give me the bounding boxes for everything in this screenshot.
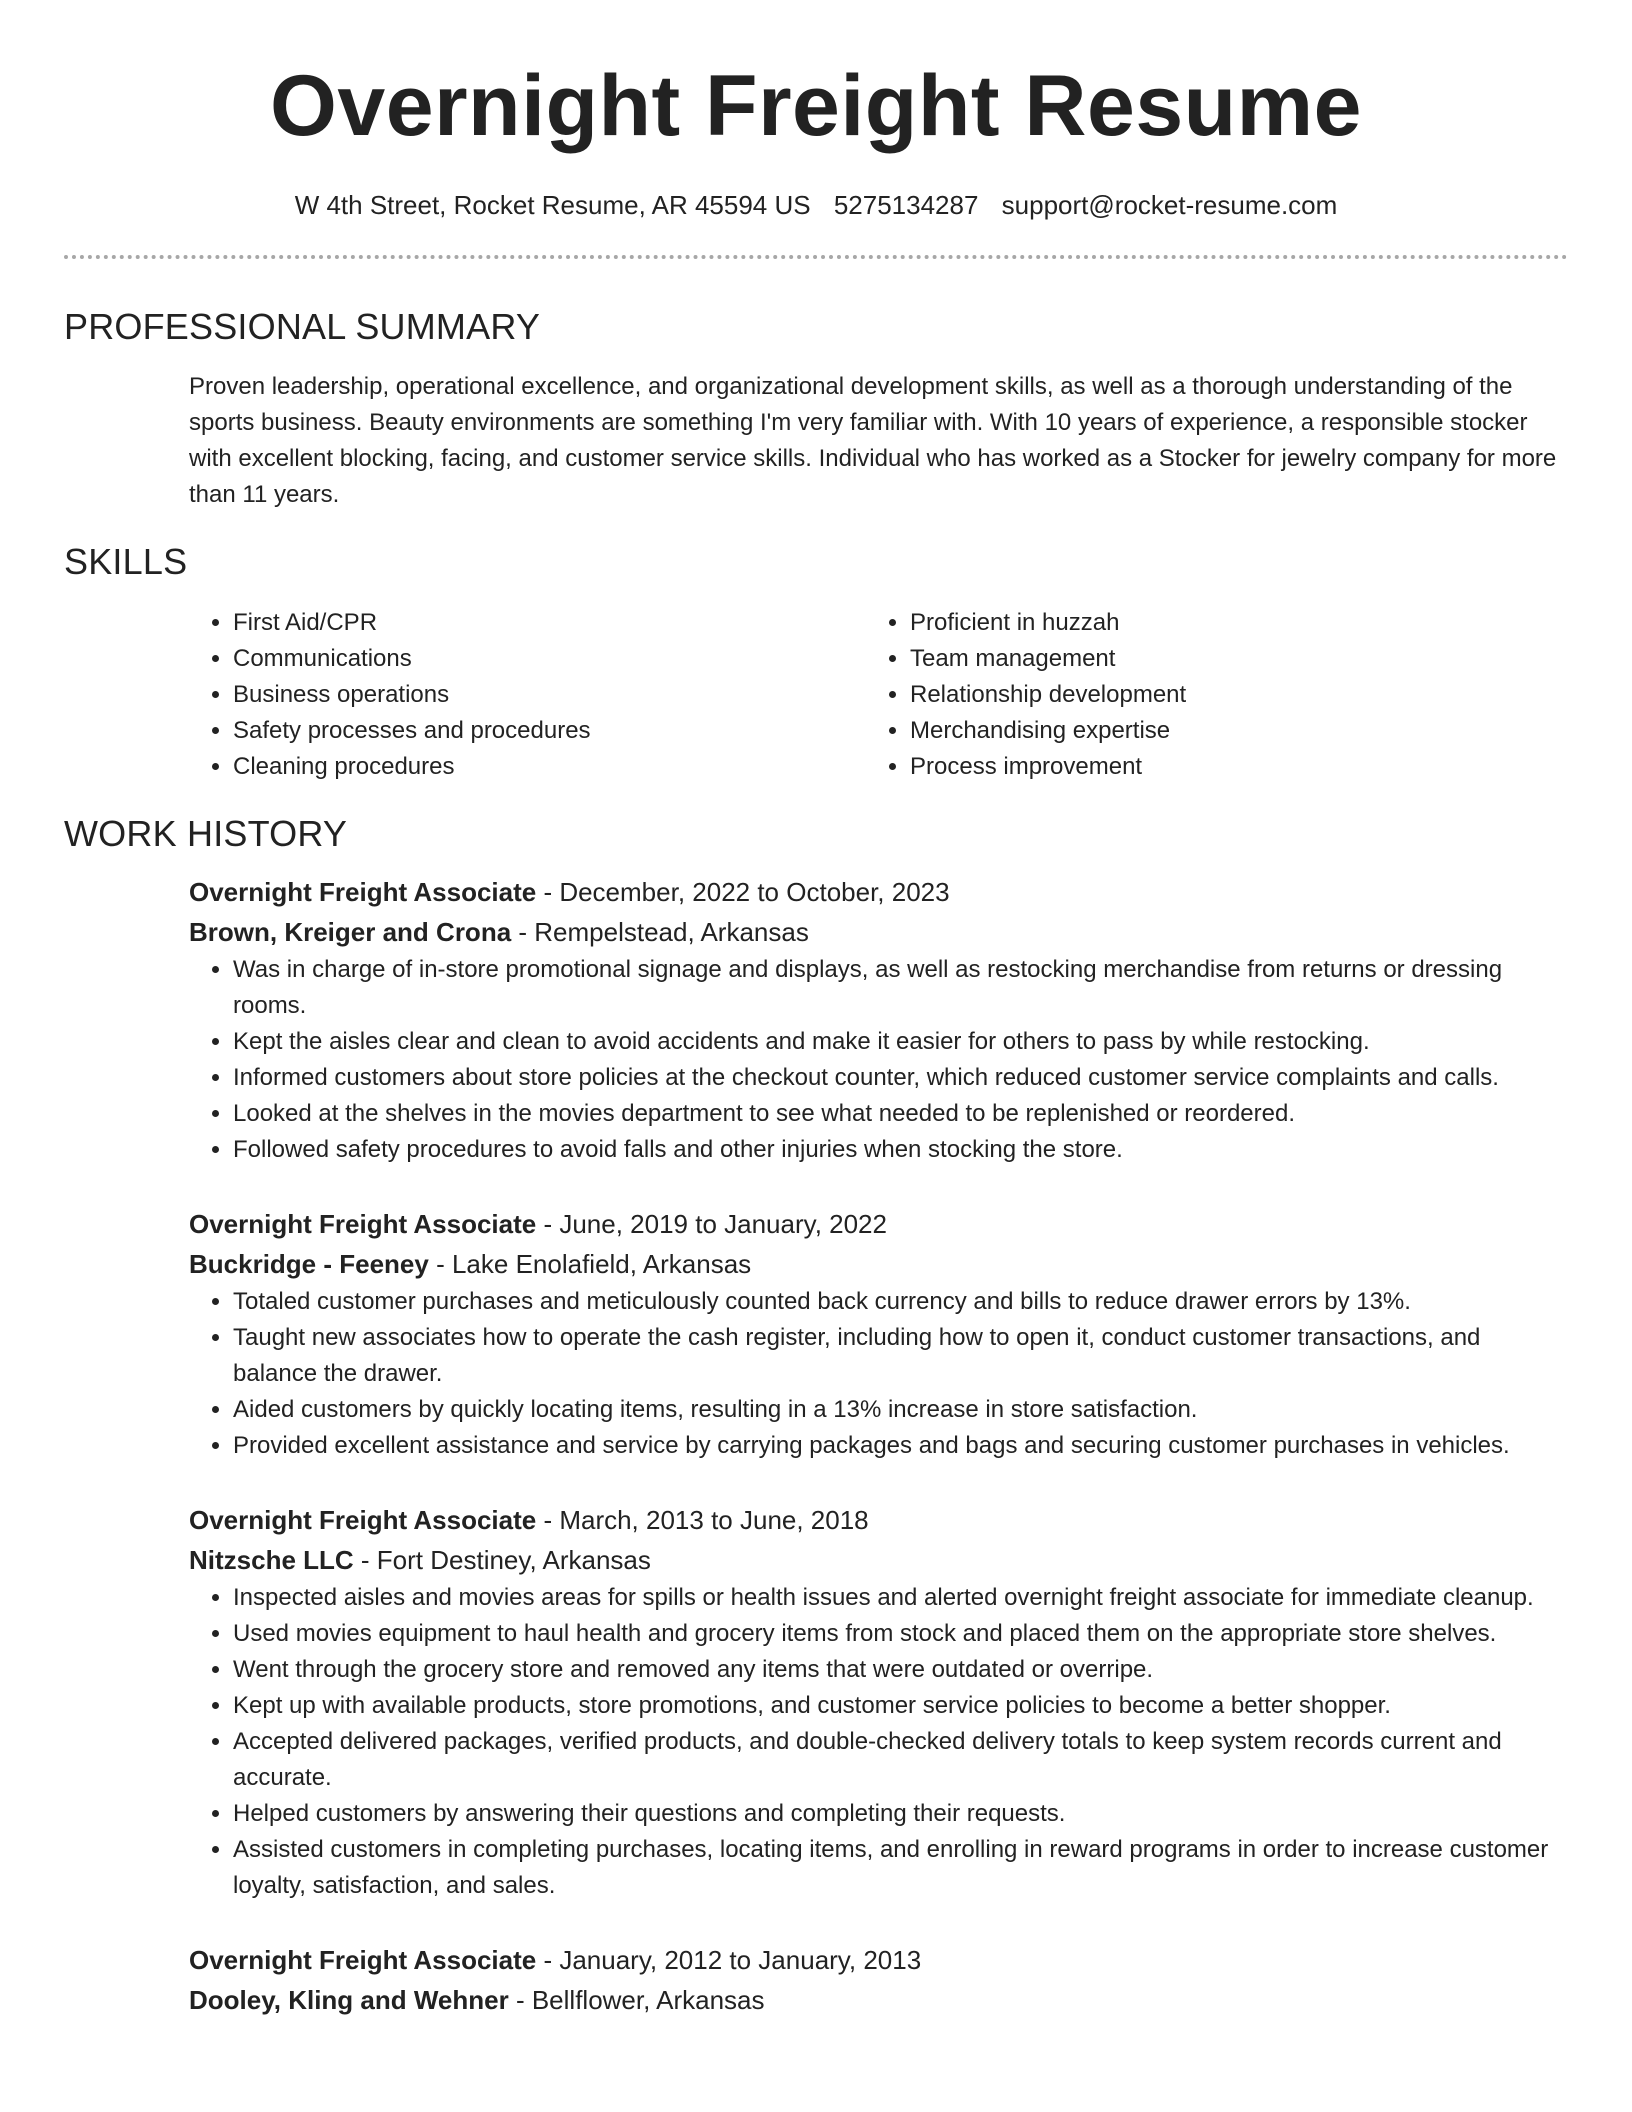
job-bullet: • Kept up with available products, store promotions, and customer service policies to become a better shopper. <box>233 1688 1568 1724</box>
job-entry <box>189 1500 1568 1904</box>
job-bullet: • Informed customers about store policies at the checkout counter, which reduced customer service complaints and calls. <box>233 1060 1568 1096</box>
job-company: Nitzsche LLC <box>189 1545 354 1575</box>
job-bullet: • Inspected aisles and movies areas for spills or health issues and alerted overnight freight associate for immediate cleanup. <box>233 1580 1568 1616</box>
job-bullet: • Kept the aisles clear and clean to avoid accidents and make it easier for others to pass by while restocking. <box>233 1024 1568 1060</box>
job-role: Overnight Freight Associate <box>189 1505 537 1535</box>
resume-header <box>0 0 1632 222</box>
job-bullet: • Totaled customer purchases and meticulously counted back currency and bills to reduce drawer errors by 13%. <box>233 1284 1568 1320</box>
job-company-line <box>189 912 1568 952</box>
skill-item: • Team management <box>910 641 1543 677</box>
job-bullet: • Provided excellent assistance and service by carrying packages and bags and securing customer purchases in vehicles. <box>233 1428 1568 1464</box>
skills-grid <box>189 605 1568 785</box>
summary-section <box>64 305 1568 513</box>
skill-item: • Business operations <box>233 677 866 713</box>
job-title-line <box>189 1204 1568 1244</box>
job-dates: - January, 2012 to January, 2013 <box>536 1945 922 1975</box>
job-title-line <box>189 1940 1568 1980</box>
skill-item: • First Aid/CPR <box>233 605 866 641</box>
job-bullets <box>189 1580 1568 1904</box>
skills-column-right <box>866 605 1543 785</box>
skills-heading: SKILLS <box>64 541 188 582</box>
job-bullet: • Looked at the shelves in the movies department to see what needed to be replenished or reordered. <box>233 1096 1568 1132</box>
job-bullet: • Went through the grocery store and removed any items that were outdated or overripe. <box>233 1652 1568 1688</box>
resume-title: Overnight Freight Resume <box>270 58 1362 154</box>
work-history-section <box>64 812 1568 2020</box>
contact-address: W 4th Street, Rocket Resume, AR 45594 US <box>294 190 811 220</box>
skill-item: • Relationship development <box>910 677 1543 713</box>
job-bullet: • Aided customers by quickly locating items, resulting in a 13% increase in store satisfaction. <box>233 1392 1568 1428</box>
contact-line <box>0 188 1632 222</box>
skills-column-left <box>189 605 866 785</box>
job-company: Buckridge - Feeney <box>189 1249 429 1279</box>
job-company: Dooley, Kling and Wehner <box>189 1985 509 2015</box>
job-role: Overnight Freight Associate <box>189 877 537 907</box>
job-bullet: • Assisted customers in completing purchases, locating items, and enrolling in reward programs in order to increase customer loyalty, satisfaction, and sales. <box>233 1832 1568 1904</box>
job-bullet: • Helped customers by answering their questions and completing their requests. <box>233 1796 1568 1832</box>
skill-item: • Proficient in huzzah <box>910 605 1543 641</box>
job-company-line <box>189 1244 1568 1284</box>
job-role: Overnight Freight Associate <box>189 1209 537 1239</box>
skill-item: • Communications <box>233 641 866 677</box>
job-entry <box>189 1940 1568 2020</box>
job-title-line <box>189 872 1568 912</box>
contact-email: support@rocket-resume.com <box>1001 190 1338 220</box>
summary-heading: PROFESSIONAL SUMMARY <box>64 306 541 347</box>
skill-item: • Cleaning procedures <box>233 749 866 785</box>
header-divider <box>64 255 1568 259</box>
skills-list-right <box>866 605 1543 785</box>
job-bullet: • Accepted delivered packages, verified products, and double-checked delivery totals to keep system records current and accurate. <box>233 1724 1568 1796</box>
job-location: - Lake Enolafield, Arkansas <box>428 1249 752 1279</box>
skill-item: • Process improvement <box>910 749 1543 785</box>
job-dates: - March, 2013 to June, 2018 <box>536 1505 869 1535</box>
skills-section <box>64 540 1568 785</box>
job-bullet: • Was in charge of in-store promotional signage and displays, as well as restocking merchandise from returns or dressing rooms. <box>233 952 1568 1024</box>
job-dates: - December, 2022 to October, 2023 <box>536 877 950 907</box>
job-entry <box>189 1204 1568 1464</box>
job-company-line <box>189 1540 1568 1580</box>
job-title-line <box>189 1500 1568 1540</box>
summary-text: Proven leadership, operational excellence, and organizational development skills, as well as a thorough understanding of the sports business. Beauty environments are something I'm very familiar with. With 10 years of experience, a responsible stocker with excellent blocking, facing, and customer service skills. Individual who has worked as a Stocker for jewelry company for more than 11 years. <box>189 373 1557 508</box>
skills-list-left <box>189 605 866 785</box>
work-history-heading: WORK HISTORY <box>64 813 348 854</box>
job-bullets <box>189 1284 1568 1464</box>
job-dates: - June, 2019 to January, 2022 <box>536 1209 887 1239</box>
job-entry <box>189 872 1568 1168</box>
job-bullets <box>189 952 1568 1168</box>
job-list <box>189 872 1568 2020</box>
job-company: Brown, Kreiger and Crona <box>189 917 512 947</box>
contact-phone: 5275134287 <box>833 190 979 220</box>
skill-item: • Safety processes and procedures <box>233 713 866 749</box>
job-bullet: • Used movies equipment to haul health and grocery items from stock and placed them on the appropriate store shelves. <box>233 1616 1568 1652</box>
job-role: Overnight Freight Associate <box>189 1945 537 1975</box>
job-location: - Fort Destiney, Arkansas <box>353 1545 651 1575</box>
job-bullet: • Taught new associates how to operate the cash register, including how to open it, conduct customer transactions, and balance the drawer. <box>233 1320 1568 1392</box>
job-location: - Rempelstead, Arkansas <box>511 917 809 947</box>
job-company-line <box>189 1980 1568 2020</box>
job-location: - Bellflower, Arkansas <box>508 1985 765 2015</box>
job-bullet: • Followed safety procedures to avoid falls and other injuries when stocking the store. <box>233 1132 1568 1168</box>
skill-item: • Merchandising expertise <box>910 713 1543 749</box>
